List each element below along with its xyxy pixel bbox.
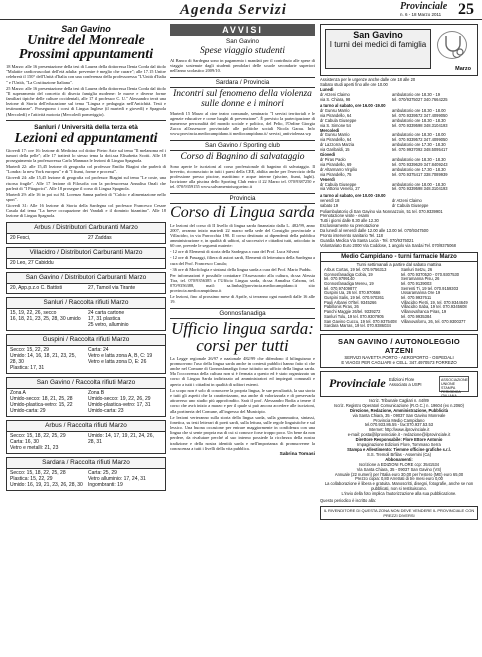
notice-headline: Corso di Lingua sarda [170,203,315,221]
schedule-note: Pronto intervento sanitario Tel. 118 [320,233,383,239]
schedule-detail: ambulatorio ore 18.30 - 18.30 [392,157,446,162]
colophon-line: Impaginazione Edizioni Flore, Tommaso Serra [357,442,441,448]
service-box-cell: 20 Fesci, [10,235,31,242]
service-box-body [7,234,165,243]
stethoscope-icon [437,31,467,59]
service-box-cell: Secco: 15, 18, 22, 25, 28 Plastica: 15, 22, 29 Umido: 16, 19, 21, 23, 26, 28, 30 [10,470,83,489]
schedule-detail: ambulatorio ore 18.30 - 18.00 [392,132,446,138]
ad-title: SAN GAVINO / AUTONOLEGGIO ATZENI [338,336,460,355]
schedule-note: Volontariato Euro 2000 Via Coddose, 1 angolo via Sardai Tel. 070/9375068 [320,242,456,248]
service-box-title: Villacidro / Distributori Carburanti Marzo [7,248,165,259]
notice-body [170,356,315,451]
service-box-cell: Carta: 24 Vetro e latta zona A, B, C: 19 Vetro e latta zona D, E: 26 [88,347,153,366]
schedule-detail: tel. 070/9375027 340.7664225 [392,96,448,102]
section-title: Agenda Servizi [180,2,287,18]
schedule-doctor: via Pirandello, 64 [320,112,352,118]
article-paragraph: Giovedì 31: Alle 16 lezione di Storia della Sardegna col professor Francesco Cesare Casula dal tema "La breve occupazione dei Vandali e il dominio bizantino". Alle 18 lezione di Lingua Spagnola. [6,203,166,219]
schedule-note: Poliambulatorio di San Gavino via Nonnazzoin, 51 tel. 070.9339901 [320,208,443,214]
schedule-doctor: via Vittorio Veneto, 27 [320,186,360,192]
service-boxes [6,222,166,491]
colophon-line: Iscriz. Registro Operatori Comunicazione (R.O.C.) n. 19604 (ex n.2060) [334,402,464,408]
schedule-note: Tutti i giorni dalle 8.30 alle 12.30 [320,218,379,224]
pharmacy-entry: Serramanna Pisu, 26 [401,276,440,282]
doctors-subtitle: I turni dei medici di famiglia [329,40,427,49]
schedule-note: Da lunedì al venerdì dalle 12.00 alle 13.00 tel. 070/9347500 [320,228,429,234]
pharmacy-entry: Gonnosfanadiga Cobia, 19 [324,271,373,277]
schedule-detail: ambulatorio ore 17.30 - 18.30 [392,166,446,172]
divider [6,120,166,121]
colophon-line: Via Santa Chiara, 35 - 09037 San Gavino (VS) [356,466,442,472]
notice-location: Gonnosfanadiga [170,308,315,319]
uspi-seal: ASSOCIAZIONE UNIONE STAMPA PERIODICA ITALIANA [441,377,468,398]
article-headline: Unitre del Monreale [27,33,145,48]
notice-paragraph: - 12 ore di Elementi di storia della Sardegna a cura del Prof. Luca Silvani [170,249,299,255]
notice-paragraph: Le lezioni, fino al prossimo mese di Aprile, si terranno ogni martedì dalle 16 alle 19. [170,294,315,305]
service-box-body [7,259,165,268]
doctors-month: Marzo [455,66,471,72]
service-box-cell [88,260,162,266]
schedule-doctor: dr Cabula Giuseppe [320,181,357,187]
doctors-town: San Gavino [353,30,403,40]
service-box-cell: 15, 19, 22, 26, secco 16, 18, 21, 23, 25, 28, 30 umido [10,310,81,323]
pharmacies-title: Medio Campidano - turni farmacie Marzo [321,253,477,262]
schedule-doctor: Lunedì [320,86,334,92]
article-paragraph: 18 Marzo: alle 16 presentazione della tesi di Laurea della dottoressa Ilenia Corda dal titolo "Malattie cardiovascolari dell'età adulta: prevenire è meglio che curare"; alle 17.15 Unitre celebrerà il 150° dell'Unità d'Italia con una conferenza della professoressa "L'Unità d'Italia " e l'Unità, "La Costituzione Italiana". [6,64,166,85]
ad-line: E VIAGGI PER CAGLIARI e CELL. 347.4970573 FORREZO [341,359,457,365]
pharmacy-entry: tel. 070.9935384 [401,313,432,319]
schedule-doctor: a turno al sabato, ore 10.00 -19.00 [320,192,386,198]
pharmacy-entry: Arbus Cortas, 19 tel. 070.9756313 [324,266,387,272]
service-box-cell: Umido: 14, 17, 19, 21, 24, 26, 28, 31 [88,433,154,446]
service-box-cell: Zona A Umido-secco: 18, 21, 25, 28 Umido-plastica-vetro: 15, 22 Umido-carta: 29 [10,390,73,415]
publisher-note: Edizioni Flore Associato a USPI [389,376,422,387]
doctors-box [320,24,478,76]
service-box-cell: 20 Leo, 27 Cabiddu [10,260,54,267]
schedule-detail: tel. 070.9375417 338.7089939 [392,171,448,177]
schedule-doctor: via Pirandello, 75 [320,171,352,177]
schedule-doctor: dr Altarmarro Virgilio [320,166,358,172]
service-box-cell: Zona B Umido-secco: 19, 22, 26, 29 Umido-plastica-vetro: 17, 31 Umido-carta: 23 [88,390,151,415]
service-box-cell: Carta: 25, 29 Vetro alluminio: 17, 24, 31 Ingombranti: 19 [88,470,146,489]
article-headline: Lezioni ed appuntamenti [14,130,158,146]
article-paragraph: Martedì 22: alle 15,45 lezione di geografia col professor Emilio Biagini che parlerà di "Londra: la new York europea" e di "I fiumi, forme e processi". [6,164,166,175]
pharmacy-entry: tel. 070.97409877 [324,285,357,291]
pharmacy-entry: Villacidro Saba, 19 tel. 070.9345608 [401,304,467,310]
colophon-line: L'invio della foto implica l'autorizzazione alla sua pubblicazione. [341,491,457,497]
service-box-body [7,389,165,416]
notice-location: San Gavino [226,38,259,45]
pharmacy-entry: tel. 070.9139003 [401,280,432,286]
service-box-cell: 20, App.p.z.o C. Battisti [10,285,62,292]
service-box [6,377,166,417]
pharmacy-entry: tel. 070.9370520 - 070.9307530 [401,271,460,277]
service-box-title: Sanluri / Raccolta rifiuti Marzo [7,298,165,309]
schedule-doctor: dr Lazzorra Marzia [320,142,355,148]
schedule-doctor: sabato 19 [320,202,338,208]
schedule-doctor: via S. Simone 54 [320,122,351,128]
pharmacies-box [320,252,478,331]
schedule-rows [320,88,478,209]
service-box [6,222,166,244]
schedule-detail: dr Atzeni Claimo [392,197,422,203]
notice-body: Al Banco di Sardegna sono in pagamento i mandati per il contributo alle spese di viaggio sostenute dagli studenti pendolari delle scuole secondarie superiori nell'anno scolastico 2009/10. [170,58,315,74]
service-box-body [7,284,165,293]
schedule-doctor: Giovedì [320,152,336,158]
schedule-doctor: Venerdì [320,176,335,182]
article-topic: Sanluri / Università della terza età [34,123,138,131]
colophon-line: Internet: http://www.ilprovinciale.it [368,427,430,433]
schedule-detail: tel. 070.9937092 348.5095417 [392,147,448,153]
service-box-cell: 24 carta cartone 17, 31 plastica 25 vetro, alluminio [88,310,129,329]
pharmacy-entry: tel. 070.9937611 [401,295,432,301]
schedule-doctor: dr Cabula Giuseppe [320,117,357,123]
service-box [6,247,166,269]
colophon-line: tel.070.933.86.55 - fax:070.937.53.53 [364,422,434,428]
pharmacy-entry: Sanluri Tolu, 19 tel. 070.9307905 [324,313,384,319]
ad-autonoleggio [320,334,478,368]
colophon-line: Iscriz. Tribunale Cagliari n. 44/89 [369,397,429,403]
pharmacy-entry: Gonnosfanadiga Mereu, 19 [324,280,374,286]
column-right [320,24,478,654]
notice-location: Sardara / Provincia [170,77,315,88]
article-body [6,148,166,219]
schedule-detail: tel. 070.9339572 347.4099050 [392,112,448,118]
notice-headline: Corso di Bagnino di salvataggio [180,151,305,162]
ad-line: SERVIZI NAVETTA PORTO - AEROPORTO - OSPEDALI [344,354,454,360]
notice-paragraph: - 12 ore di Passaggi, filiera di autori sardi, Elementi di letteratura della Sardegna a cura del Prof. Francesco Casula; [170,255,315,266]
service-box-title: San Gavino / Distributori Carburanti Marzo [7,273,165,284]
schedule-doctor: dr Piras Paolo [320,157,346,162]
colophon-line: Prezzo copia: 0,80 Arretrati di tre mesi euro 0,00 [355,476,443,482]
colophon-line: via Santa Chiara, 35 - 09037 San Gavino Monreale [352,412,446,418]
newspaper-logo: Provinciale [400,1,448,12]
service-box-title: San Gavino / Raccolta rifiuti Marzo [7,378,165,389]
schedule-doctor: dr Gunsu Marrio [320,132,350,138]
colophon-line: Direttore Responsabile: Flore Ettore Antonio [355,437,443,443]
schedule-detail: dr Cabula Giuseppe [392,202,429,208]
pharmacies-subtitle: Turni settimanali a partire dal sabato mattina [356,261,442,267]
colophon-line: Direzione, Redazione, Amministrazione, Pubblicità [349,407,449,413]
service-box-cell: Secco: 15, 18, 22, 25, 29 Carta: 16, 30 Vetro e metalli: 21, 23 [10,433,66,452]
service-box-title: Sardara / Raccolta rifiuti Marzo [7,458,165,469]
pharmacy-entry: Sardara Marras, 19 tel. 070.9386034 [324,323,391,329]
schedule-note: Guardia Medica Via Santa Lucia - Tel. 070/9375021 [320,238,414,243]
service-box-body [7,469,165,490]
schedule-doctor: via S. Chiara, 98 [320,96,351,102]
schedule-doctor: dr Gunsu Marrio [320,107,350,113]
pharmacy-entry: Sanluri Setzu, 26 [401,266,433,272]
schedule-detail: ambulatorio ore 18.30 - 19 [392,91,441,97]
schedule-detail: ambulatorio ore 18.00 - 18.30 [392,181,446,187]
schedule-doctor: venerdì 18 [320,197,340,203]
article-paragraph: Giovedì 17: ore 16: lezione di Medicina col dottor Pietro Aste sul tema "Il melanoma ed i tumori della pelle"; alle 17 tratterà lo stesso tema la dott.ssa Elisabetta Scotti. Alle 18 proseguimento la professoressa Carla Mannara le lezioni di Lingua Spagnola. [6,147,166,164]
schedule-detail: ambulatorio ore 18.30 - 18.30 [392,117,446,123]
article-paragraph: 25 Marzo: alle 16 presentazione della tesi di Laurea della dottoressa Ilenia Corda dal titolo "Il superamento del concetto di disecia famiglia moderne: le nuove e diverse forme familiari tipiche delle culture occidentali, alle 17 il professor C. U." Alessandro terrà una lezione di Storia dell'educazione sul tema "Lingua e pedagogia nell'Antichità. Testi e testimonianze". Proseguono i corsi di Lingua Inglese (il martedì e giovedì) e Spagnola (Mercoledì) e l'attività motoria (Mercoledì pomeriggio). [6,85,166,117]
notice-paragraph: La Legge regionale 26/97 e nazionale 482/99 che difendono il bilinguismo e promuovono l'uso della lingua sarda anche in contesti pubblici hanno fatto sì che anche nel Comune di Gonnosfanadiga fosse istituito un ufficio della lingua sarda. Ma l'occorrenza della cultura non si è fermata a questo ed è stato organizzato un corso di Lingua Sarda indirizzato ad amministratori ed impiegati comunali e aperto a tutti i cittadini in qualità di uditori esterni. [170,355,315,387]
notice-paragraph: Lo scopo non è solo di conoscere la propria lingua, le sue peculiarità, la sua storia e tutti gli aspetti che la caratterizzano, ma anche di valorizzarla e di preservarla attraverso uno studio più approfondito. Sarà il prof. Alessandro Bodia a tenere il corso che avrà inizio a marzo e per il quale si può ancora accedere alle iscrizioni, alla portineria del Comune, all'ingresso del Municipio. [170,387,315,414]
article-subheadline: Prossimi appuntamenti [18,47,154,62]
schedule-doctor: via Pirandello, 69 [320,161,352,167]
pharmacy-entry: Pauli Arbarei 07/tel. 9345266 [324,299,377,305]
schedule-row [320,204,478,209]
schedule-doctor: via Pirandello, 64 [320,137,352,143]
notice-paragraph: Per informazioni è possibile contattare l'Assessorato alla cultura, dr.ssa Alessia Tira, tel. 070/9356385 o l'Ufficio Lingua sarda, dr.ssa Annalisa Cabonu, tel. 070/9356388, mail: sa.limba@provincia.mediocampidano.it sito provincia.mediocampidano.it [170,272,315,294]
service-box-cell: 27 Zaddas [88,235,112,242]
schedule-detail: tel. 070.9339598 348.3104193 [392,186,448,192]
notice-body [170,223,315,305]
article-body [6,64,166,117]
schedule-detail: ambulatorio ore 17.30 - 18.30 [392,142,446,148]
schedule-doctor: dr Atzeni Claimo [320,91,350,97]
pharmacy-entry: tel. 070.9799140 [324,276,355,282]
schedule-doctor: Mercoledì [320,127,340,133]
schedule-detail: tel. 070.9339572 347.4099050 [392,137,448,143]
notice-paragraph: - 36 ore di Morfologia e sintassi della lingua sarda a cura del Prof. Mario Puddu. [170,266,312,272]
service-box-cell: 27, Tamoil via Tirante [88,285,136,292]
schedule-doctor: a turno al sabato, ore 16.00 -19.00 [320,103,386,109]
service-box [6,272,166,294]
service-box-body [7,309,165,330]
colophon-line: Annuale (22 numeri) per l'Italia euro 30,00 per l'estero (ME) euro 65,00 [334,471,464,477]
pharmacy-entry: Villanovafranca Piras, 19 [401,309,447,315]
masthead-box [320,371,478,397]
schedule-detail: tel. 070.9339598 348.3104193 [392,122,448,128]
service-box [6,457,166,491]
pharmacy-entry: San Gavino Cuccu, 19 tel. 070.9375408 [324,318,397,324]
service-box-title: Arbus / Distributori Carburanti Marzo [7,223,165,234]
schedule-notes [320,210,478,249]
colophon-note: Questo periodico è iscritto alla: [320,498,376,504]
pharmacies-list [321,267,477,330]
pharmacy-entry: Villanovaforru, 26, tel. 070.9300377 [401,318,466,324]
schedule-note: Prenotazione visite - esami [320,213,370,219]
service-box [6,297,166,331]
reseller-notice: IL RIVENDITORE DI QUESTA ZONA NON DEVE VENDERE IL PROVINCIALE CON PREZZI DIVERSI [320,506,478,520]
pharmacy-entry: Villacidro Pietri, 19, tel. 070.9344649 [401,299,468,305]
service-box [6,334,166,374]
page-header [0,0,482,20]
column-middle [170,24,315,654]
column-left [6,24,166,654]
issue-date: n. 6 - 18 Marzo 2011 [400,12,442,17]
pharmacy-entry: Guspini Ua, 26 tel. 070.970666 [324,290,381,296]
author-signature: Sabrina Tomasi [279,451,315,457]
colophon-line: Stampa e Allestimento: Tiemme officine grafiche s.r.l. [347,447,451,453]
colophon-line: Abbonamenti: [385,456,413,462]
article-paragraph: Martedì 29: alle 16 in poi sui M. Lorenzo Sanna parlerà di "Calcio e alimentazione nello sport". [6,191,166,203]
pharmacy-entry: Serrenti Ti, 19 tel. 070.9159303 [401,285,459,291]
notice-paragraph: Le lezioni del corso di II livello di lingua sarda finanziato dalla L. 482/99, anno 2007, avranno inizio martedì 22 marzo nella sede del Consiglio provinciale a Villacidro, in via Parrocchia 190. Il corso destinato ai dipendenti della pubblica amministrazione e, in qualità di uditori, al successivi e cittadini tutti, articolato in 60 ore, prevede le seguenti materie: [170,222,315,249]
schedule-detail: tel. 070.9339629 347.8409243 [392,161,448,167]
notice-location: Provincia [170,193,315,204]
service-box [6,420,166,454]
pharmacy-entry: Guspini Salis, 19 tel. 070.970261 [324,295,385,301]
doctors-schedule [320,78,478,249]
notice-location: San Gavino / Sporting club [170,140,315,151]
pharmacy-entry: Ussaramanna Ore 19 [401,290,441,296]
article-paragraph: Giovedì 24: alle 15,45 lezione di geografia col professor Biagini sul tema "Le coste, una risorsa fragile". Alle 17 lezione di Filosofia con la professoressa Annalisa Onali che parlerà di "I Pitagorici". Alle 18 prosegue il corso di Lingua Spagnola. [6,175,166,191]
schedule-intro: Assistenza per le urgenze anche dalle ore 18 alle 20 Sabato studi aperti fino alle ore 10.00 [320,77,416,87]
pharmacy-entry: Panchi Maggie 26/tel. 9339272 [324,309,381,315]
notice-headline: Spese viaggio studenti [200,46,285,56]
avvisi-banner: AVVISI [170,24,315,36]
service-box-body [7,432,165,453]
colophon-line: S.S. Tremoli Brfilas - Assemini (Ca) [367,451,431,457]
notice-paragraph: Le lezioni verteranno sulla storia della lingua sarda, sulla grammatica, sintassi, fonetica, su testi letterari di poeti sardi, sulla lettura, sulle regole linguistiche e sul lessico. Una buona occasione per entrare maggiormente in confidenza con una lingua che si sente propria ma di cui si conosce forse troppo poco. Un bene da non perdere, da rivalutare perché al suo interno possiede la ricchezza della nostra tradizione e della nostra identità sarda e nell'importanza di promuoverne la conoscenza a tutti i livelli della vita pubblica. [170,414,315,451]
notice-headline: Incontri sul fenomeno della violenza sulle donne e i minori [173,88,312,109]
colophon-line: Provincia Medio Campidano [373,417,425,423]
newspaper-logo: Provinciale [329,375,386,390]
pharmacy-entry: Pabillonis Piras, 26 [324,304,359,310]
schedule-detail: ambulatorio ore 18.30 - 18.00 [392,107,446,113]
service-box-title: Guspini / Raccolta rifiuti Marzo [7,335,165,346]
schedule-note: Esclusivamente su prenotazione [320,223,379,229]
schedule-doctor: via Garibaldi, 15 [320,147,350,153]
notice-body: Sono aperte le iscrizioni al corso professionale di bagnino di salvataggio. Il brevetto, riconosciuto in tutti i paesi della CEE, abilita anche per l'esercizio della professione presso piscine, marittimo e acque interne (piscine, fiumi, laghi). Iscrizione alla piscina dello Sporting Club entro il 22 Marzo tel. 070/9387250 e tel. 070/9359155 www.salvamentoisoguvino.it [170,163,315,190]
schedule-row [320,187,478,192]
colophon-line: Iscrizione a EDIZIONI FLORE ccp: 3541534 [358,461,440,467]
article-topic: San Gavino [61,24,111,34]
page-number: 25 [458,1,474,18]
notice-headline: Ufficio lingua sarda: corsi per tutti [171,318,314,355]
colophon-line: e-mail: posta@ilprovinciale.it - redazione@ilprovinciale.it [347,432,451,438]
colophon-line: La collaborazione è libera e gratuita. Manoscritti, disegni, fotografie, anche se non pubblicati, non si restituiscono. [324,481,474,492]
service-box-cell: Secco: 15, 22, 29 Umido: 14, 16, 18, 21, 23, 25, 28, 30 Plastica: 17, 31 [10,347,76,372]
colophon [320,399,478,497]
doctors-title [325,29,431,69]
notice-body: Martedì 15 Marzo al cine teatro comunale, seminario "I servizi territoriali e le agenzie educative e come luoghi di prevenzione". È previsto la partecipazione di numerose personalità del mondo sociale e politico, del Pelio, l'Ordine Giorgia Zucca all'assessore provinciale alle politiche sociali Nicola Garau. Info www.provincia.mediocampidano.it mediocampidano.it/ servizi_antiviolenza.wp [170,110,315,137]
service-box-title: Arbus / Raccolta rifiuti Marzo [7,421,165,432]
pharmacy-entry [401,324,474,329]
schedule-row [320,98,478,103]
service-box-body [7,346,165,373]
